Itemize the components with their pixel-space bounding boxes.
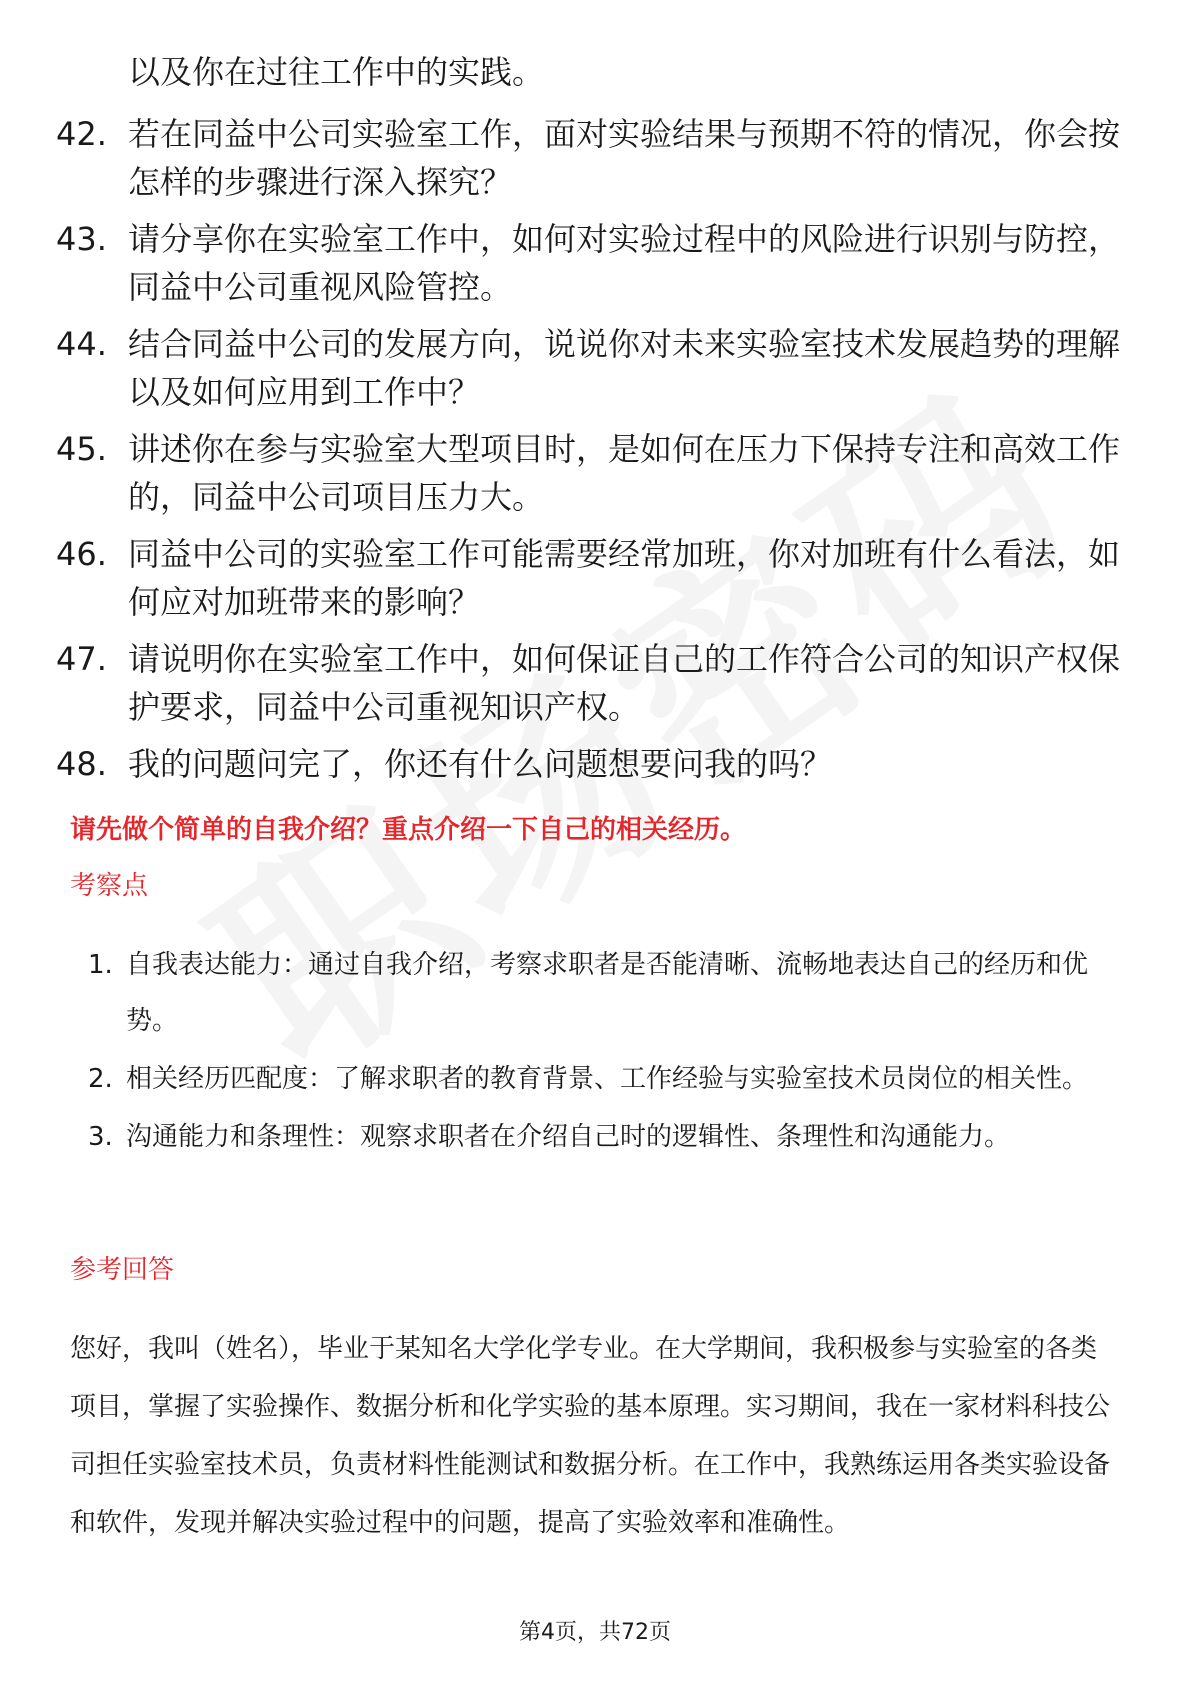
question-item (56, 740, 1136, 788)
question-item (56, 320, 1136, 416)
list-item (88, 1051, 1128, 1107)
point-number: 2. (88, 1064, 113, 1094)
question-number: 48. (56, 745, 107, 783)
section-title: 请先做个简单的自我介绍？重点介绍一下自己的相关经历。 (70, 815, 747, 845)
question-number: 42. (56, 115, 107, 153)
question-number: 43. (56, 220, 107, 258)
page-footer: 第4页，共72页 (519, 1620, 671, 1645)
question-continuation: 以及你在过往工作中的实践。 (128, 53, 545, 91)
point-number: 3. (88, 1122, 113, 1152)
question-item (56, 425, 1136, 521)
question-text: 请说明你在实验室工作中，如何保证自己的工作符合公司的知识产权保护要求，同益中公司重视知识产权。 (128, 640, 1121, 726)
answer-heading: 参考回答 (70, 1255, 175, 1285)
question-text: 同益中公司的实验室工作可能需要经常加班，你对加班有什么看法，如何应对加班带来的影响？ (128, 535, 1121, 621)
question-text: 我的问题问完了，你还有什么问题想要问我的吗？ (128, 745, 833, 783)
point-text: 相关经历匹配度：了解求职者的教育背景、工作经验与实验室技术员岗位的相关性。 (126, 1064, 1089, 1094)
question-list (56, 110, 1136, 797)
point-number: 1. (88, 950, 113, 980)
question-item (56, 530, 1136, 626)
question-number: 44. (56, 325, 107, 363)
answer-paragraph: 您好，我叫（姓名），毕业于某知名大学化学专业。在大学期间，我积极参与实验室的各类项目，掌握了实验操作、数据分析和化学实验的基本原理。实习期间，我在一家材料科技公司担任实验室技术员，负责材料性能测试和数据分析。在工作中，我熟练运用各类实验设备和软件，发现并解决实验过程中的问题，提高了实验效率和准确性。 (70, 1334, 1111, 1538)
question-text: 请分享你在实验室工作中，如何对实验过程中的风险进行识别与防控，同益中公司重视风险管控。 (128, 220, 1121, 306)
point-text: 自我表达能力：通过自我介绍，考察求职者是否能清晰、流畅地表达自己的经历和优势。 (126, 950, 1089, 1036)
question-number: 45. (56, 430, 107, 468)
point-text: 沟通能力和条理性：观察求职者在介绍自己时的逻辑性、条理性和沟通能力。 (126, 1122, 1011, 1152)
question-number: 47. (56, 640, 107, 678)
question-item (56, 215, 1136, 311)
question-text: 若在同益中公司实验室工作，面对实验结果与预期不符的情况，你会按怎样的步骤进行深入探究？ (128, 115, 1121, 201)
list-item (88, 937, 1128, 1049)
list-item (88, 1109, 1128, 1165)
question-text: 讲述你在参与实验室大型项目时，是如何在压力下保持专注和高效工作的，同益中公司项目压力大。 (128, 430, 1121, 516)
question-item (56, 635, 1136, 731)
points-heading: 考察点 (70, 871, 149, 901)
question-text: 结合同益中公司的发展方向，说说你对未来实验室技术发展趋势的理解以及如何应用到工作中？ (128, 325, 1121, 411)
question-item (56, 110, 1136, 206)
question-number: 46. (56, 535, 107, 573)
points-list (88, 937, 1128, 1167)
